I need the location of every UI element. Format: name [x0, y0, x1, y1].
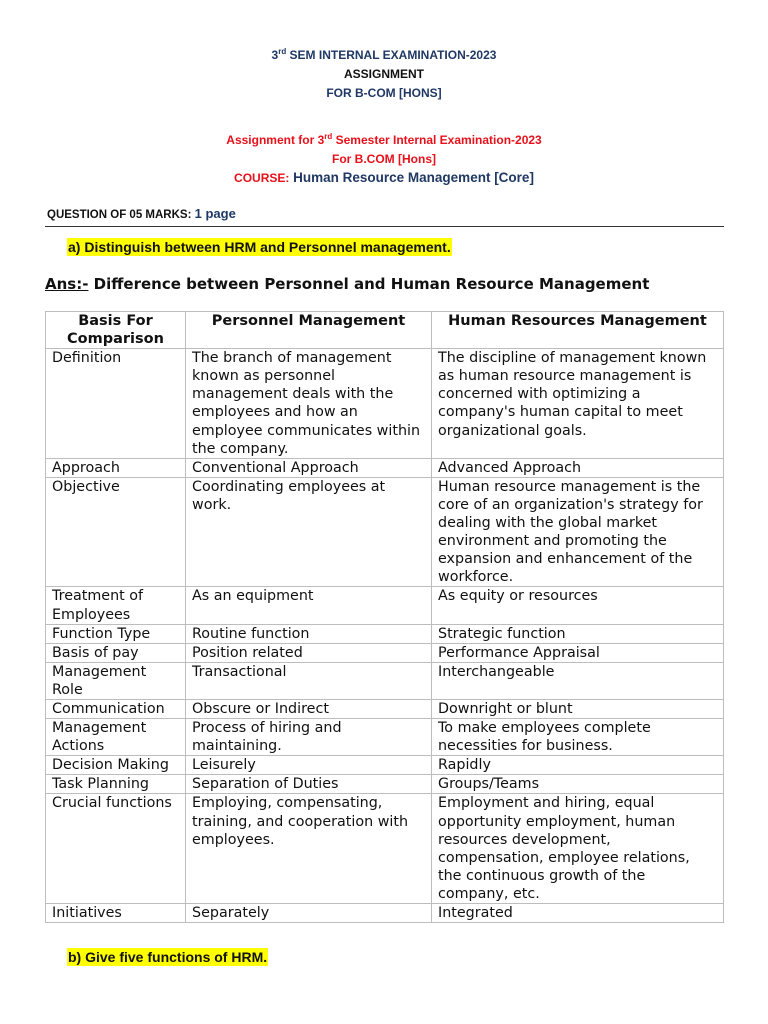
cell-personnel: Coordinating employees at work.: [186, 477, 432, 587]
cell-hrm: Performance Appraisal: [432, 643, 724, 662]
assignment-heading: ASSIGNMENT: [343, 67, 424, 81]
table-row: [46, 775, 724, 794]
table-row: [46, 904, 724, 923]
table-row: [46, 699, 724, 718]
cell-hrm: Rapidly: [432, 756, 724, 775]
cell-personnel: Obscure or Indirect: [186, 699, 432, 718]
table-row: [46, 587, 724, 624]
cell-personnel: Employing, compensating, training, and cooperation with employees.: [186, 794, 432, 904]
cell-hrm: As equity or resources: [432, 587, 724, 624]
cell-hrm: Downright or blunt: [432, 699, 724, 718]
exam-title: 3rd SEM INTERNAL EXAMINATION-2023: [271, 47, 497, 62]
cell-hrm: Advanced Approach: [432, 458, 724, 477]
cell-basis: Crucial functions: [46, 794, 186, 904]
cell-personnel: Conventional Approach: [186, 458, 432, 477]
cell-basis: Management Role: [46, 662, 186, 699]
table-row: [46, 794, 724, 904]
cell-hrm: Groups/Teams: [432, 775, 724, 794]
question-a: a) Distinguish between HRM and Personnel management.: [68, 239, 451, 255]
cell-basis: Basis of pay: [46, 643, 186, 662]
cell-personnel: Separately: [186, 904, 432, 923]
cell-basis: Decision Making: [46, 756, 186, 775]
table-row: [46, 643, 724, 662]
cell-hrm: Strategic function: [432, 624, 724, 643]
cell-basis: Objective: [46, 477, 186, 587]
question-b: b) Give five functions of HRM.: [68, 949, 268, 965]
answer-heading: Ans:- Difference between Personnel and Human Resource Management: [45, 275, 650, 293]
cell-hrm: The discipline of management known as human resource management is concerned with optimizing a company's human capital to meet organizational goals.: [432, 349, 724, 459]
table-row: [46, 477, 724, 587]
cell-hrm: Integrated: [432, 904, 724, 923]
cell-basis: Function Type: [46, 624, 186, 643]
cell-personnel: Routine function: [186, 624, 432, 643]
cell-hrm: Interchangeable: [432, 662, 724, 699]
cell-basis: Initiatives: [46, 904, 186, 923]
table-row: [46, 349, 724, 459]
cell-hrm: Human resource management is the core of an organization's strategy for dealing with the global market environment and promoting the expansion and enhancement of the workforce.: [432, 477, 724, 587]
table-row: [46, 719, 724, 756]
cell-basis: Task Planning: [46, 775, 186, 794]
cell-personnel: As an equipment: [186, 587, 432, 624]
course-line: COURSE: Human Resource Management [Core]: [234, 170, 534, 185]
cell-personnel: Process of hiring and maintaining.: [186, 719, 432, 756]
cell-basis: Approach: [46, 458, 186, 477]
cell-basis: Treatment of Employees: [46, 587, 186, 624]
divider: [45, 226, 724, 227]
cell-personnel: Transactional: [186, 662, 432, 699]
cell-personnel: The branch of management known as personnel management deals with the employees and how an employee communicates within the company.: [186, 349, 432, 459]
table-row: [46, 662, 724, 699]
cell-basis: Communication: [46, 699, 186, 718]
assignment-program: For B.COM [Hons]: [332, 152, 436, 166]
cell-personnel: Position related: [186, 643, 432, 662]
cell-hrm: To make employees complete necessities for business.: [432, 719, 724, 756]
cell-basis: Definition: [46, 349, 186, 459]
header-personnel: Personnel Management: [186, 312, 432, 349]
assignment-title: Assignment for 3rd Semester Internal Examination-2023: [226, 132, 542, 147]
table-row: [46, 624, 724, 643]
cell-hrm: Employment and hiring, equal opportunity employment, human resources development, compensation, employee relations, the continuous growth of the company, etc.: [432, 794, 724, 904]
table-header-row: [46, 312, 724, 349]
table-row: [46, 458, 724, 477]
cell-personnel: Separation of Duties: [186, 775, 432, 794]
comparison-table: [45, 311, 724, 923]
cell-personnel: Leisurely: [186, 756, 432, 775]
question-section-label: QUESTION OF 05 MARKS: 1 page: [47, 206, 236, 221]
course-program: FOR B-COM [HONS]: [326, 86, 442, 100]
cell-basis: Management Actions: [46, 719, 186, 756]
table-row: [46, 756, 724, 775]
header-hrm: Human Resources Management: [432, 312, 724, 349]
header-basis: Basis For Comparison: [46, 312, 186, 349]
